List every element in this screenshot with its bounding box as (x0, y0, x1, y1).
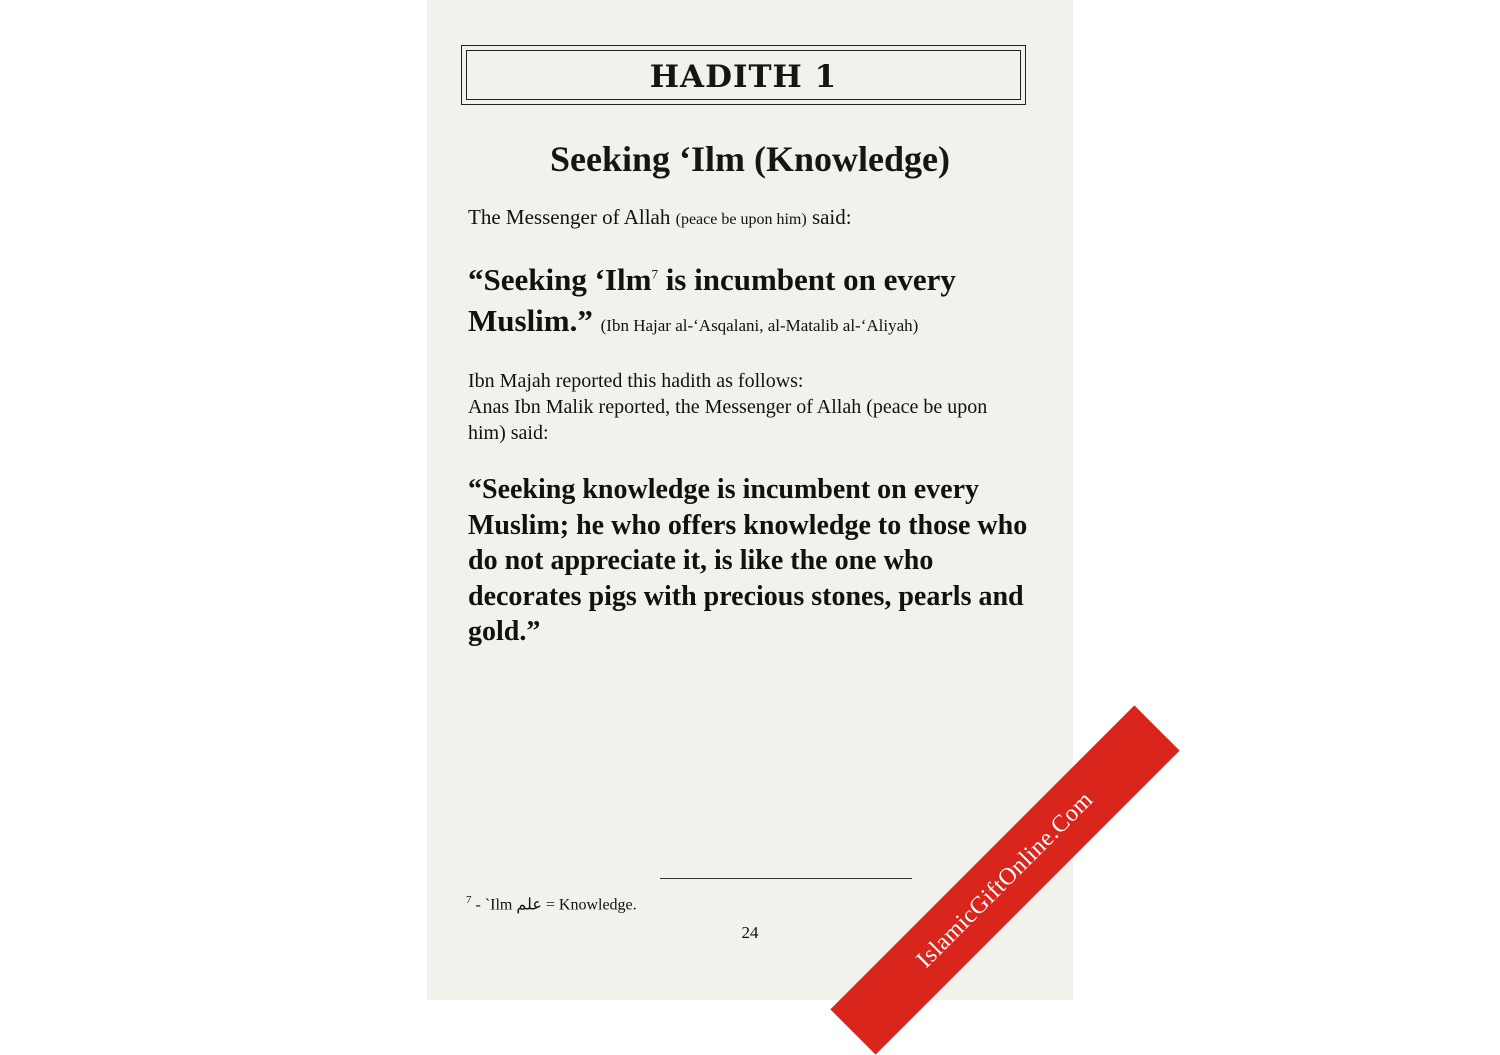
quote1-part2: is incumbent on every Muslim.” (468, 262, 956, 338)
footnote-text: - `Ilm علم = Knowledge. (471, 896, 637, 914)
hadith-quote-2: “Seeking knowledge is incumbent on every Muslim; he who offers knowledge to those who do not appreciate it, is like the one who decorates pigs with precious stones, pearls and gold.” (468, 474, 1028, 647)
narration-line-1: Ibn Majah reported this hadith as follows: (468, 370, 804, 392)
watermark-text: IslamicGiftOnline.Com (911, 786, 1098, 973)
page-number: 24 (741, 923, 759, 942)
page-subtitle: Seeking ‘Ilm (Knowledge) (550, 139, 950, 179)
intro-honorific: (peace be upon him) (675, 211, 807, 228)
footnote-divider (660, 878, 912, 879)
intro-line (468, 203, 1028, 234)
footnote (466, 894, 637, 914)
intro-text: The Messenger of Allah (468, 205, 676, 229)
quote1-source: (Ibn Hajar al-‘Asqalani, al-Matalib al-‘Aliyah) (600, 316, 919, 335)
hadith-quote-1 (468, 259, 1028, 346)
book-page (427, 0, 1073, 1000)
narration-paragraph (468, 368, 1028, 446)
quote1-footnote-mark: 7 (651, 266, 658, 282)
narration-line-2: Anas Ibn Malik reported, the Messenger of Allah (peace be upon him) said: (468, 396, 988, 444)
footnote-mark: 7 (466, 894, 472, 906)
heading-frame (461, 45, 1026, 105)
intro-end: said: (806, 205, 852, 229)
page-heading: HADITH 1 (649, 59, 838, 95)
quote1-part1: “Seeking ‘Ilm (468, 262, 652, 297)
